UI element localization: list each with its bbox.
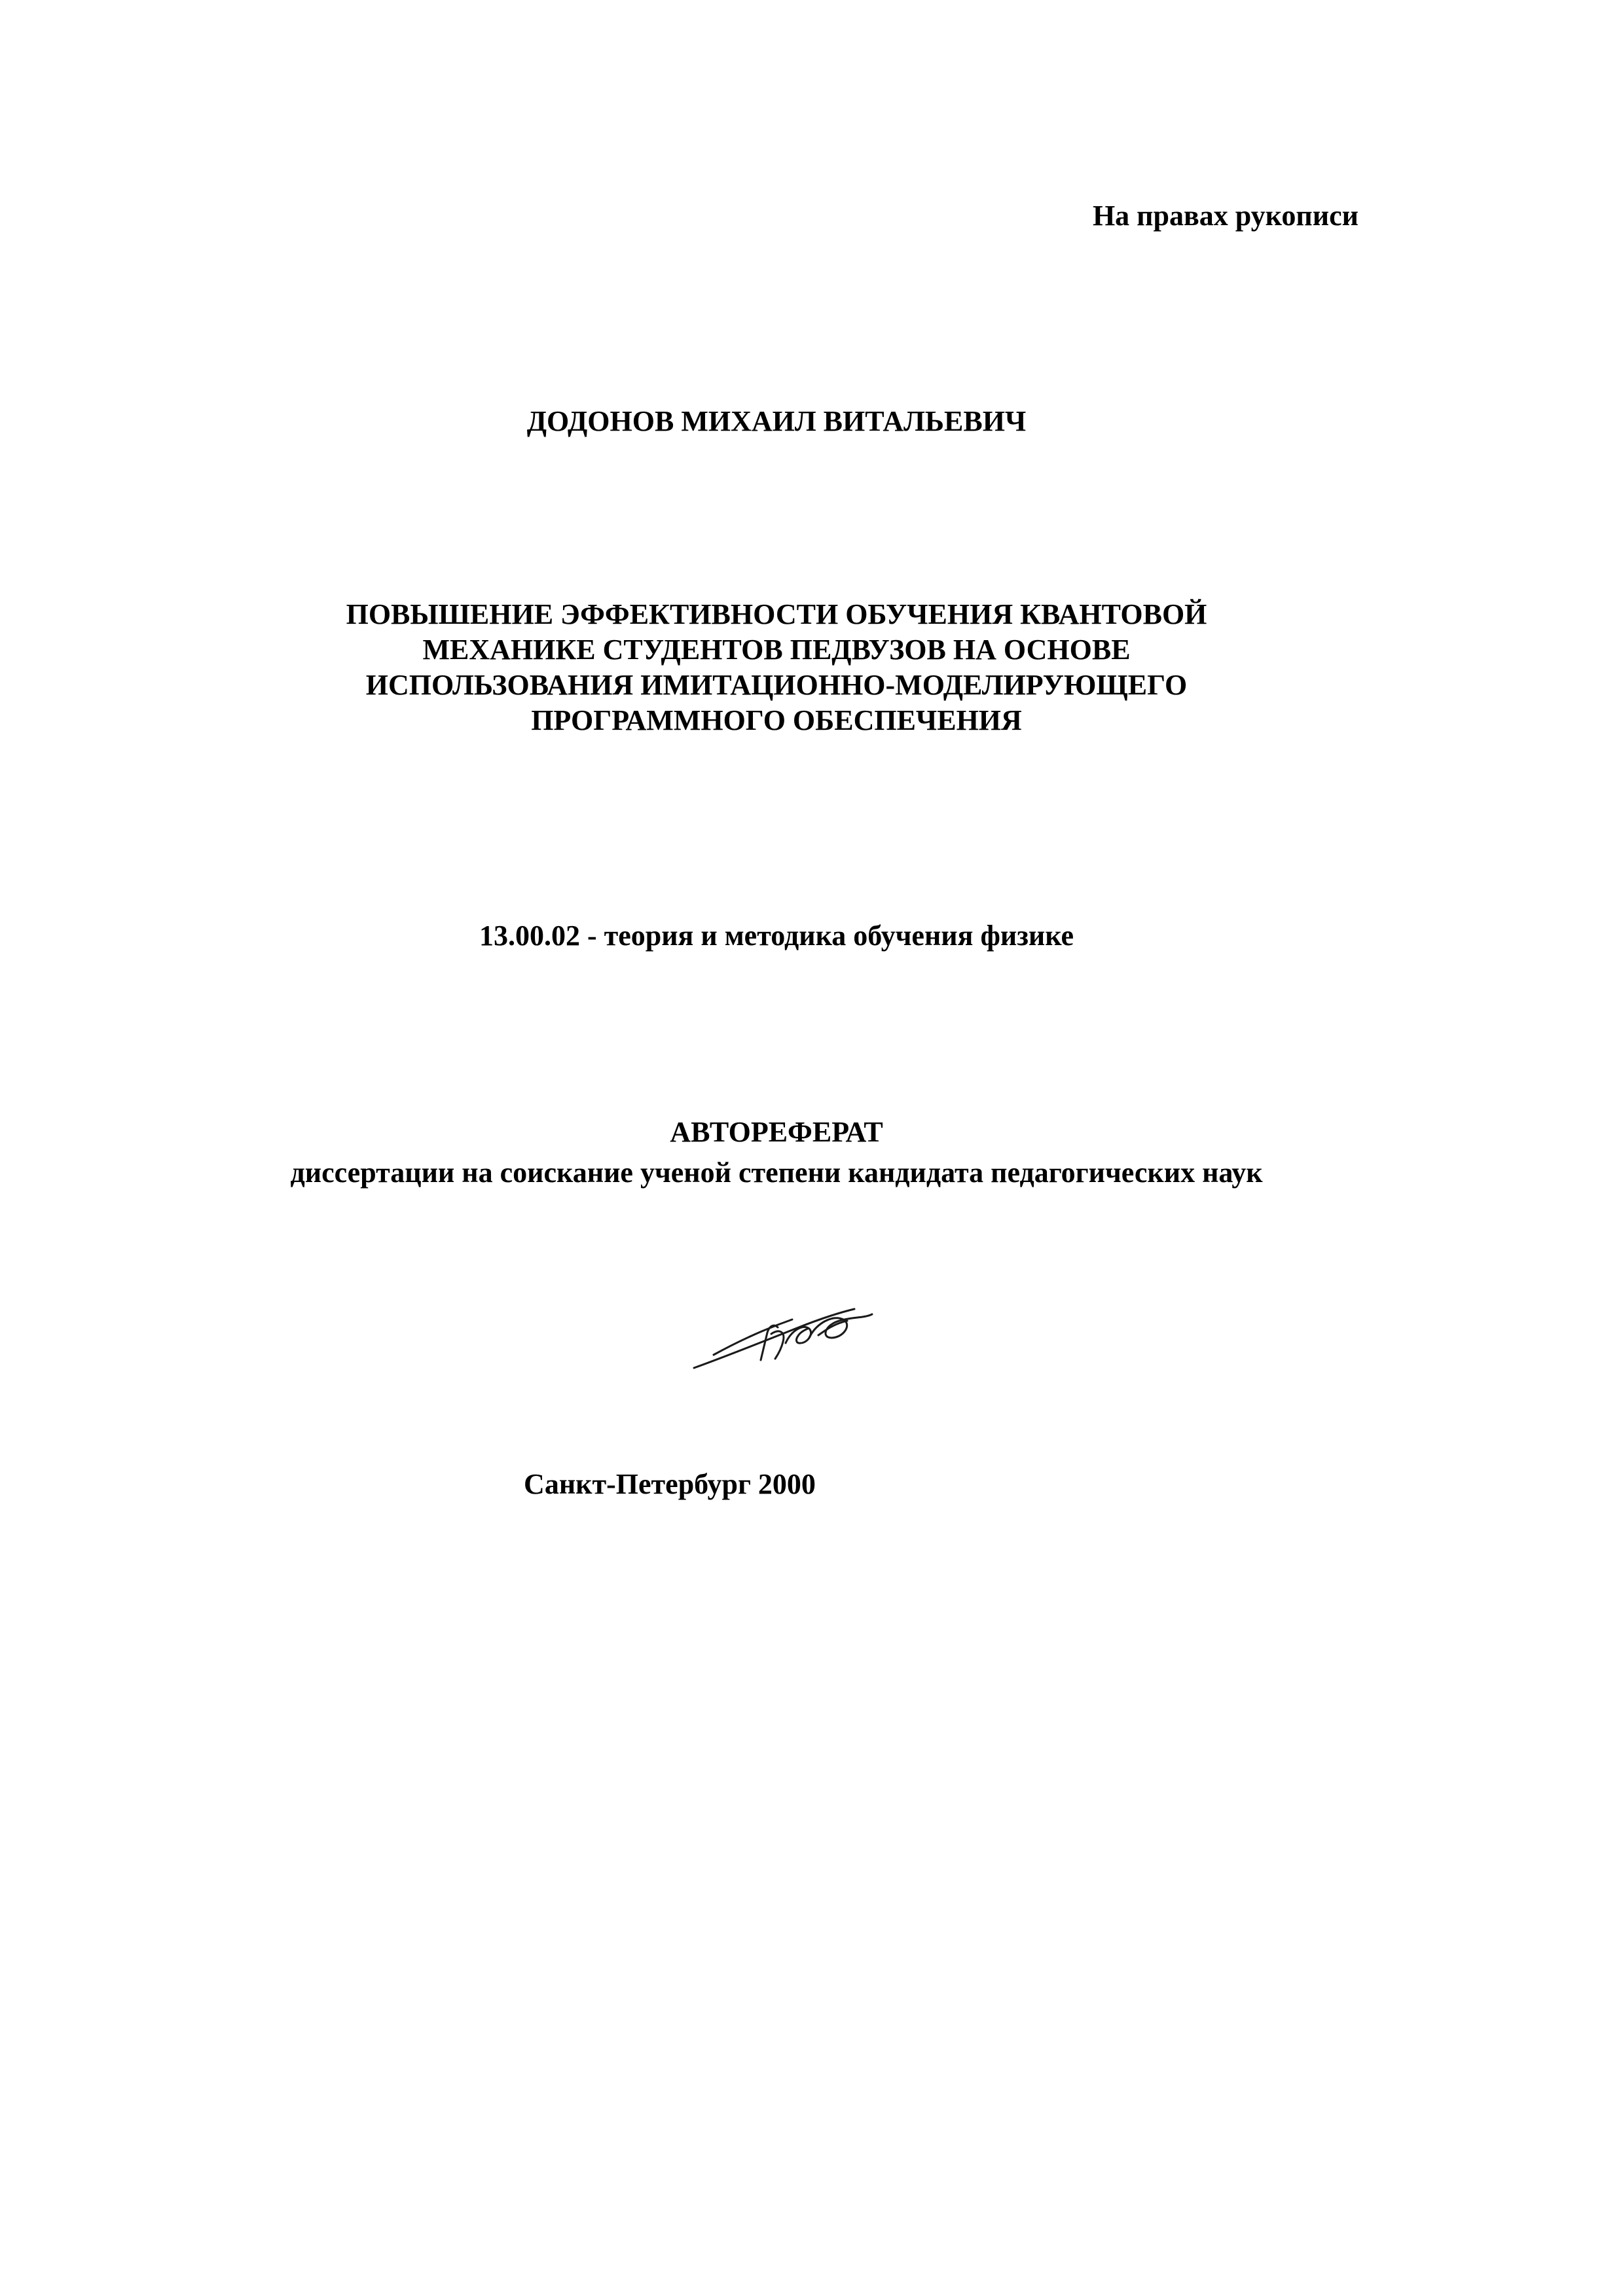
manuscript-note: На правах рукописи	[1092, 200, 1359, 232]
city-and-year: Санкт-Петербург 2000	[524, 1468, 816, 1500]
title-line: МЕХАНИКЕ СТУДЕНТОВ ПЕДВУЗОВ НА ОСНОВЕ	[422, 634, 1131, 666]
title-line: ИСПОЛЬЗОВАНИЯ ИМИТАЦИОННО-МОДЕЛИРУЮЩЕГО	[365, 669, 1188, 701]
title-line: ПОВЫШЕНИЕ ЭФФЕКТИВНОСТИ ОБУЧЕНИЯ КВАНТОВОЙ	[346, 598, 1207, 630]
specialty-code: 13.00.02 - теория и методика обучения физике	[479, 920, 1074, 952]
handwritten-signature	[687, 1283, 884, 1388]
degree-description: диссертации на соискание ученой степени кандидата педагогических наук	[290, 1157, 1263, 1189]
title-line: ПРОГРАММНОГО ОБЕСПЕЧЕНИЯ	[531, 704, 1022, 736]
dissertation-title	[0, 597, 1553, 738]
document-type-heading: АВТОРЕФЕРАТ	[670, 1116, 883, 1148]
author-name: ДОДОНОВ МИХАИЛ ВИТАЛЬЕВИЧ	[526, 405, 1027, 437]
